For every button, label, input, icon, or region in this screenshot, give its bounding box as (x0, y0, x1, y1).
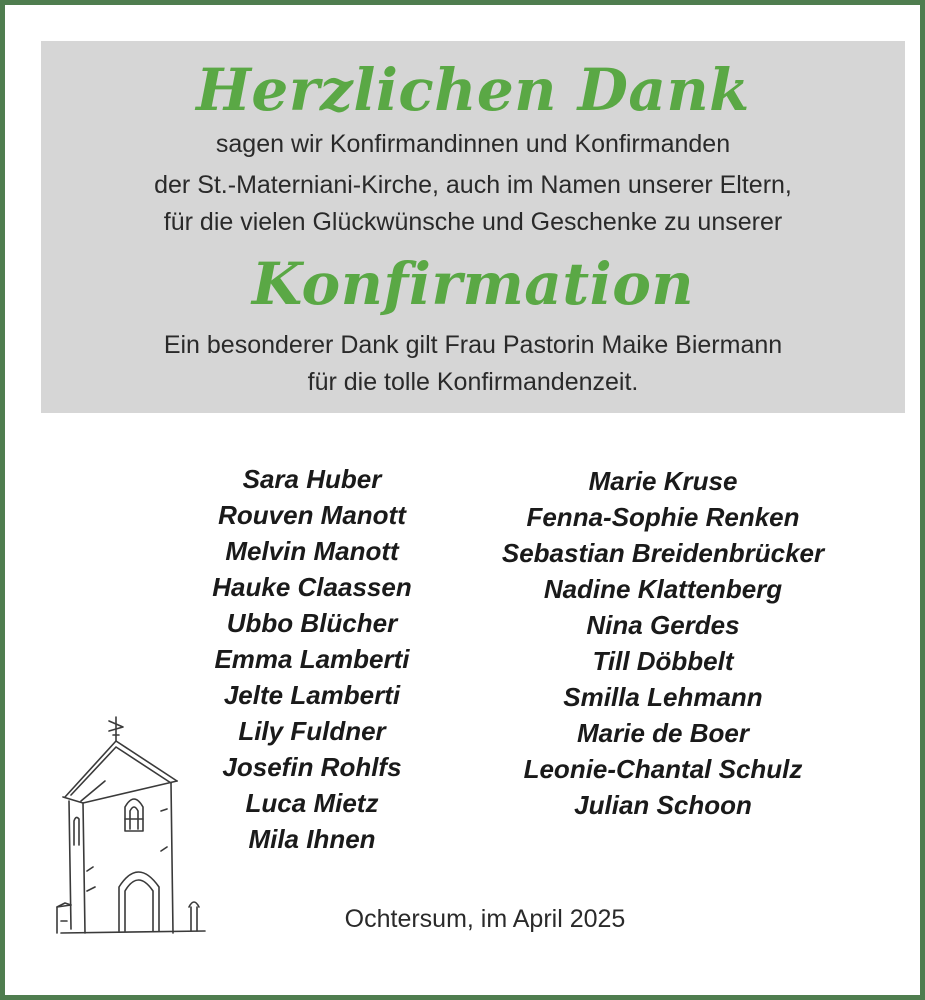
list-item: Emma Lamberti (214, 644, 410, 674)
title-konfirmation: Konfirmation (251, 250, 695, 318)
list-item: Julian Schoon (574, 790, 752, 820)
list-item: Rouven Manott (218, 500, 406, 530)
list-item: Jelte Lamberti (223, 680, 401, 710)
list-item: Nadine Klattenberg (543, 574, 783, 604)
list-item: Ubbo Blücher (226, 608, 398, 638)
list-item: Leonie-Chantal Schulz (523, 754, 803, 784)
list-item: Sara Huber (242, 464, 382, 494)
names-right-column (463, 463, 863, 823)
list-item: Till Döbbelt (592, 646, 734, 676)
thanks-line-1: Ein besonderer Dank gilt Frau Pastorin Maike Biermann (163, 331, 783, 359)
list-item: Marie Kruse (588, 466, 738, 496)
list-item: Melvin Manott (225, 536, 399, 566)
list-item: Fenna-Sophie Renken (526, 502, 800, 532)
list-item: Hauke Claassen (212, 572, 412, 602)
list-item: Smilla Lehmann (563, 682, 763, 712)
list-item: Luca Mietz (245, 788, 379, 818)
list-item: Sebastian Breidenbrücker (501, 538, 825, 568)
intro-line-2: der St.-Materniani-Kirche, auch im Namen unserer Eltern, (154, 171, 792, 199)
list-item: Marie de Boer (577, 718, 749, 748)
list-item: Josefin Rohlfs (222, 752, 402, 782)
thank-you-banner (41, 41, 905, 413)
list-item: Nina Gerdes (586, 610, 740, 640)
list-item: Lily Fuldner (238, 716, 386, 746)
intro-line-1: sagen wir Konfirmandinnen und Konfirmanden (215, 130, 731, 158)
church-tower-icon (21, 711, 211, 945)
thanks-line-2: für die tolle Konfirmandenzeit. (307, 368, 639, 396)
list-item: Mila Ihnen (248, 824, 376, 854)
intro-line-3: für die vielen Glückwünsche und Geschenke zu unserer (163, 208, 783, 236)
title-herzlichen-dank: Herzlichen Dank (196, 56, 750, 124)
place-and-date: Ochtersum, im April 2025 (344, 905, 626, 933)
